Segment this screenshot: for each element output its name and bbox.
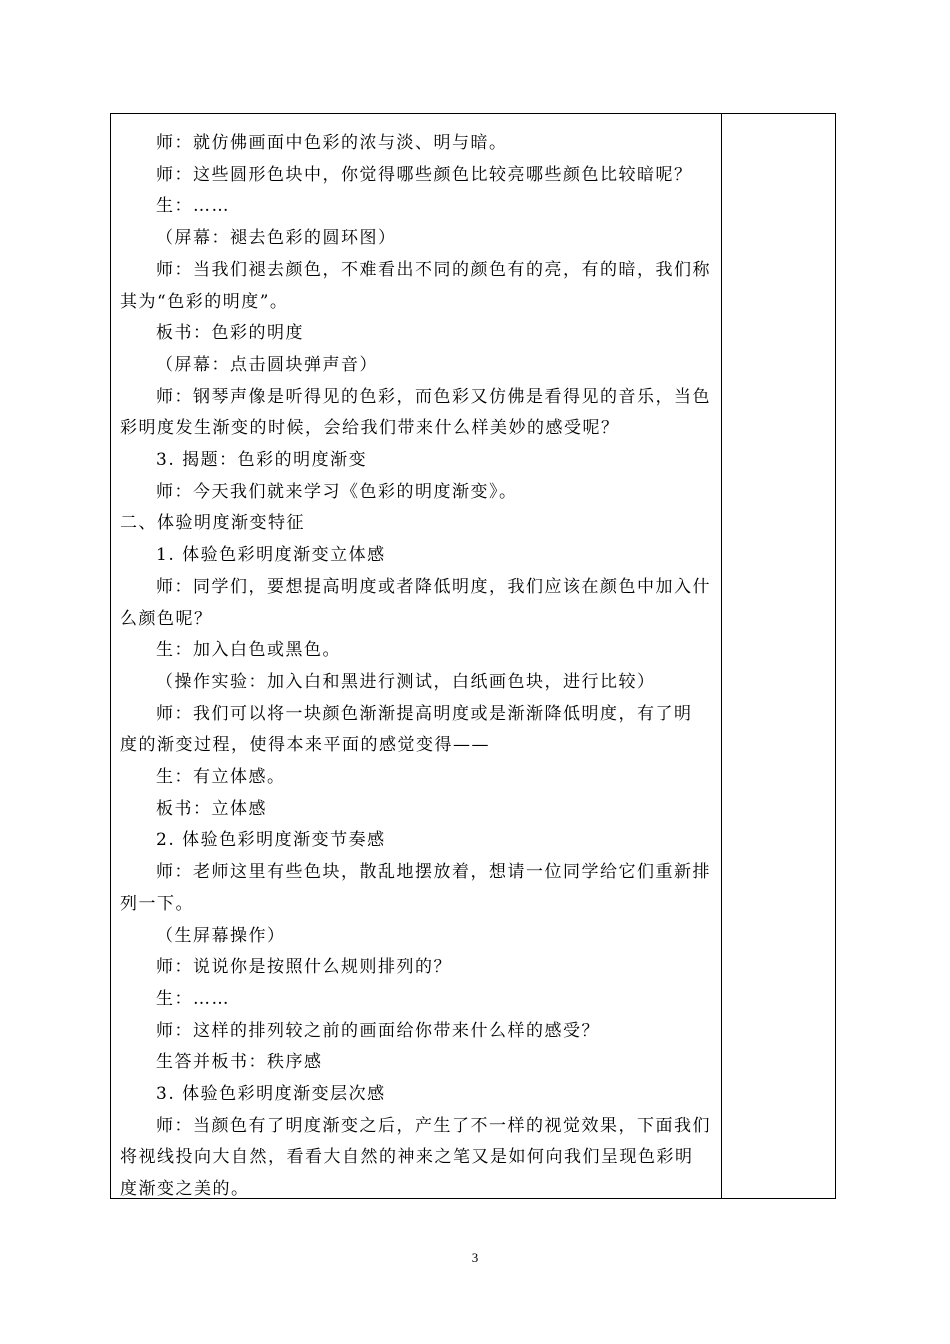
text-line: 生答并板书：秩序感 (156, 1052, 323, 1073)
text-line: 么颜色呢？ (120, 608, 213, 629)
text-line: 生：…… (156, 988, 230, 1009)
notes-cell (722, 114, 835, 1198)
text-line: 师：当我们褪去颜色，不难看出不同的颜色有的亮，有的暗，我们称 (156, 259, 711, 280)
text-line: 师：同学们，要想提高明度或者降低明度，我们应该在颜色中加入什 (156, 576, 711, 597)
text-line: 生：加入白色或黑色。 (156, 640, 341, 661)
text-line: 将视线投向大自然，看看大自然的神来之笔又是如何向我们呈现色彩明 (120, 1147, 694, 1168)
text-line: 板书：色彩的明度 (156, 323, 304, 344)
text-line: 二、体验明度渐变特征 (120, 513, 305, 534)
text-line: 1. 体验色彩明度渐变立体感 (156, 545, 386, 566)
text-line: （操作实验：加入白和黑进行测试，白纸画色块，进行比较） (156, 671, 656, 692)
text-line: （屏幕：点击圆块弹声音） (156, 354, 378, 375)
text-line: 师：钢琴声像是听得见的色彩，而色彩又仿佛是看得见的音乐，当色 (156, 386, 711, 407)
text-line: 度渐变之美的。 (120, 1179, 250, 1200)
lesson-content-cell (111, 114, 721, 1198)
text-line: 师：这样的排列较之前的画面给你带来什么样的感受？ (156, 1020, 600, 1041)
text-line: （屏幕：褪去色彩的圆环图） (156, 228, 397, 249)
text-line: 师：老师这里有些色块，散乱地摆放着，想请一位同学给它们重新排 (156, 862, 711, 883)
text-line: 师：就仿佛画面中色彩的浓与淡、明与暗。 (156, 133, 508, 153)
text-line: 板书：立体感 (156, 798, 267, 819)
lesson-table (110, 113, 836, 1199)
page-number: 3 (471, 1250, 479, 1265)
text-line: 生：有立体感。 (156, 767, 286, 787)
text-line: 3. 揭题：色彩的明度渐变 (156, 450, 368, 470)
text-line: 师：当颜色有了明度渐变之后，产生了不一样的视觉效果，下面我们 (156, 1115, 711, 1136)
text-line: 其为“色彩的明度”。 (120, 291, 289, 312)
text-line: 度的渐变过程，使得本来平面的感觉变得—— (120, 735, 490, 756)
text-line: 生：…… (156, 196, 230, 217)
text-line: 师：今天我们就来学习《色彩的明度渐变》。 (156, 481, 518, 502)
text-line: 师：这些圆形色块中，你觉得哪些颜色比较亮哪些颜色比较暗呢？ (156, 164, 693, 185)
text-line: （生屏幕操作） (156, 925, 286, 946)
text-line: 3. 体验色彩明度渐变层次感 (156, 1084, 386, 1104)
text-line: 彩明度发生渐变的时候，会给我们带来什么样美妙的感受呢？ (120, 418, 620, 439)
text-line: 列一下。 (120, 893, 194, 914)
text-line: 师：我们可以将一块颜色渐渐提高明度或是渐渐降低明度，有了明 (156, 703, 693, 724)
text-line: 2. 体验色彩明度渐变节奏感 (156, 830, 386, 851)
text-line: 师：说说你是按照什么规则排列的？ (156, 957, 452, 978)
